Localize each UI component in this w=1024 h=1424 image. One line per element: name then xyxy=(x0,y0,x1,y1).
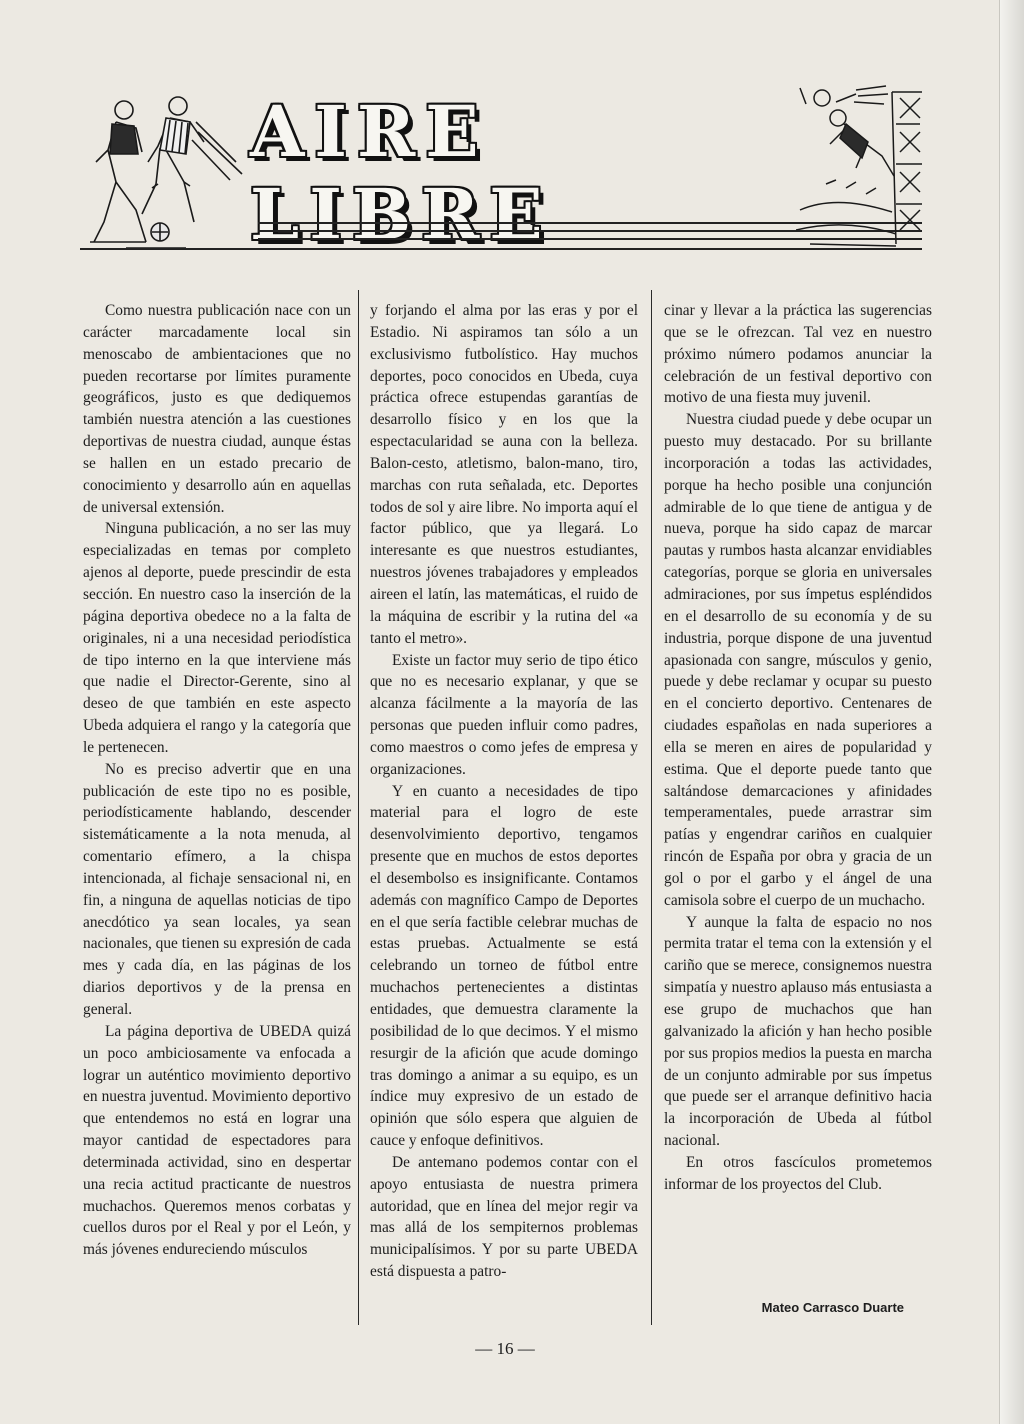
paragraph: Y aunque la falta de espacio no nos permita tratar el tema con la extensión y el cariño que se merece, consignemos nuestra simpatía y nuestro aplauso más entusiasta a ese grupo de muchachos que han galvanizado la afición y han hecho posible por sus propios medios la puesta en marcha de un conjunto admirable por sus ímpetus que puede ser el arranque definitivo hacia la incorporación de Ubeda al fútbol nacional. xyxy=(664,913,932,1150)
author-signature: Mateo Carrasco Duarte xyxy=(761,1300,904,1315)
paragraph: La página deportiva de UBEDA quizá un poco ambiciosamente va enfocada a lograr un auténtico movimiento deportivo en nuestra juventud. Movimiento deportivo que entendemos no está en lograr una mayor cantidad de espectadores para determinada actividad, sino en despertar una recia actitud practicante de nuestros muchachos. Queremos menos corbatas y cuellos duros por el Real y por el León, y más jóvenes endureciendo músculos xyxy=(83,1022,351,1259)
paragraph: En otros fascículos prometemos informar de los proyectos del Club. xyxy=(664,1153,932,1193)
section-header xyxy=(0,0,1024,270)
paragraph: cinar y llevar a la práctica las sugerencias que se le ofrezcan. Tal vez en nuestro próximo número podamos anunciar la celebración de un festival deportivo con motivo de una fiesta muy juvenil. xyxy=(664,302,932,407)
paragraph: De antemano podemos contar con el apoyo entusiasta de nuestra primera autoridad, que en línea del mejor regir va mas allá de los sempiternos problemas municipalísimos. Y por su parte UBEDA está dispuesta a patro- xyxy=(370,1153,638,1281)
paragraph: Y en cuanto a necesidades de tipo material para el logro de este desenvolvimiento deportivo, tengamos presente que en muchos de estos deportes el desembolso es insignificante. Contamos además con magnífico Campo de Deportes en el que sería factible celebrar muchas de estas pruebas. Actualmente se está celebrando un torneo de fútbol entre muchachos pertenecientes a distintas entidades, que demuestra claramente la posibilidad de lo que decimos. Y el mismo resurgir de la afición que acude domingo tras domingo a animar a su equipo, es un índice muy expresivo de un estado de opinión que sólo espera que alguien de cauce y enfoque definitivos. xyxy=(370,782,638,1150)
page-title: AIRE LIBRE xyxy=(250,90,553,256)
goalkeeper-illustration xyxy=(796,84,926,250)
paragraph: Nuestra ciudad puede y debe ocupar un puesto muy destacado. Por su brillante incorporación a todas las actividades, porque ha hecho posible una conjunción admirable de lo que tiene de antigua y de nueva, porque ha sido capaz de marcar pautas y rumbos hasta alcanzar envidiables categorías, porque se gloria en universales admiraciones, por sus ímpetus espléndidos en el desarrollo de su economía y de su industria, porque dispone de una juventud apasionada con sangre, músculos y genio, puede y debe reclamar y ocupar su puesto en el concierto deportivo. Centenares de ciudades españolas en nada superiores a ella se meren en aires de popularidad y estima. Que el deporte puede tanto que saltándose demarcaciones y afinidades temperamentales, puede arrastrar sim patías y engendrar cariños en cualquier rincón de España por obra y gracia de un gol o por el garbo y el ángel de una camisola sobre el cuerpo de un muchacho. xyxy=(664,411,932,909)
article-column-2 xyxy=(370,300,638,1283)
paragraph: y forjando el alma por las eras y por el Estadio. Ni aspiramos tan sólo a un exclusivismo futbolístico. Hay muchos deportes, poco conocidos en Ubeda, cuya práctica ofrece estupendas garantías de desarrollo físico y en los que la espectacularidad se auna con la belleza. Balon-cesto, atletismo, balon-mano, tiro, marchas con ruta señalada, etc. Deportes todos de sol y aire libre. No importa aquí el factor público, que ya llegará. Lo interesante es que nuestros estudiantes, nuestros jóvenes trabajadores y empleados aireen el latín, las matemáticas, el ruido de la máquina de escribir y la rutina del «a tanto el metro». xyxy=(370,302,638,647)
column-divider xyxy=(358,290,359,1325)
paragraph: Existe un factor muy serio de tipo ético que no es necesario explanar, y que se alcanza fácilmente a la mayoría de las personas que pueden influir como padres, como maestros o como jefes de empresa y organizaciones. xyxy=(370,651,638,778)
paragraph: Ninguna publicación, a no ser las muy especializadas en temas por completo ajenos al deporte, puede prescindir de esta sección. En nuestro caso la inserción de la página deportiva obedece no a la falta de originales, ni a una necesidad periodística de tipo interno en la que interviene más que nadie el Director-Gerente, sino al deseo de que también en este aspecto Ubeda adquiera el rango y la categoría que le pertenecen. xyxy=(83,520,351,756)
article-column-1 xyxy=(83,300,351,1261)
paragraph: Como nuestra publicación nace con un carácter marcadamente local sin menoscabo de ambientaciones que no pueden recortarse por límites puramente geográficos, justo es que dediquemos también nuestra atención a las cuestiones deportivas de nuestra ciudad, aunque éstas se hallen en un estado precario de conocimiento y desarrollo aún en aquellas de universal extensión. xyxy=(83,302,351,516)
football-players-illustration xyxy=(86,92,246,252)
column-divider xyxy=(651,290,652,1325)
article-column-3 xyxy=(664,300,932,1196)
paragraph: No es preciso advertir que en una publicación de este tipo no es posible, periodísticamente hablando, descender sistemáticamente a la nota menuda, al comentario efímero, a la chispa intencionada, al fichaje sensacional ni, en fin, a ninguna de aquellas noticias de tipo anecdótico ya sean locales, ya sean nacionales, que tienen su expresión de cada mes y cada día, en las páginas de los diarios deportivos y de la prensa en general. xyxy=(83,760,351,1018)
page-number: — 16 — xyxy=(475,1339,535,1358)
